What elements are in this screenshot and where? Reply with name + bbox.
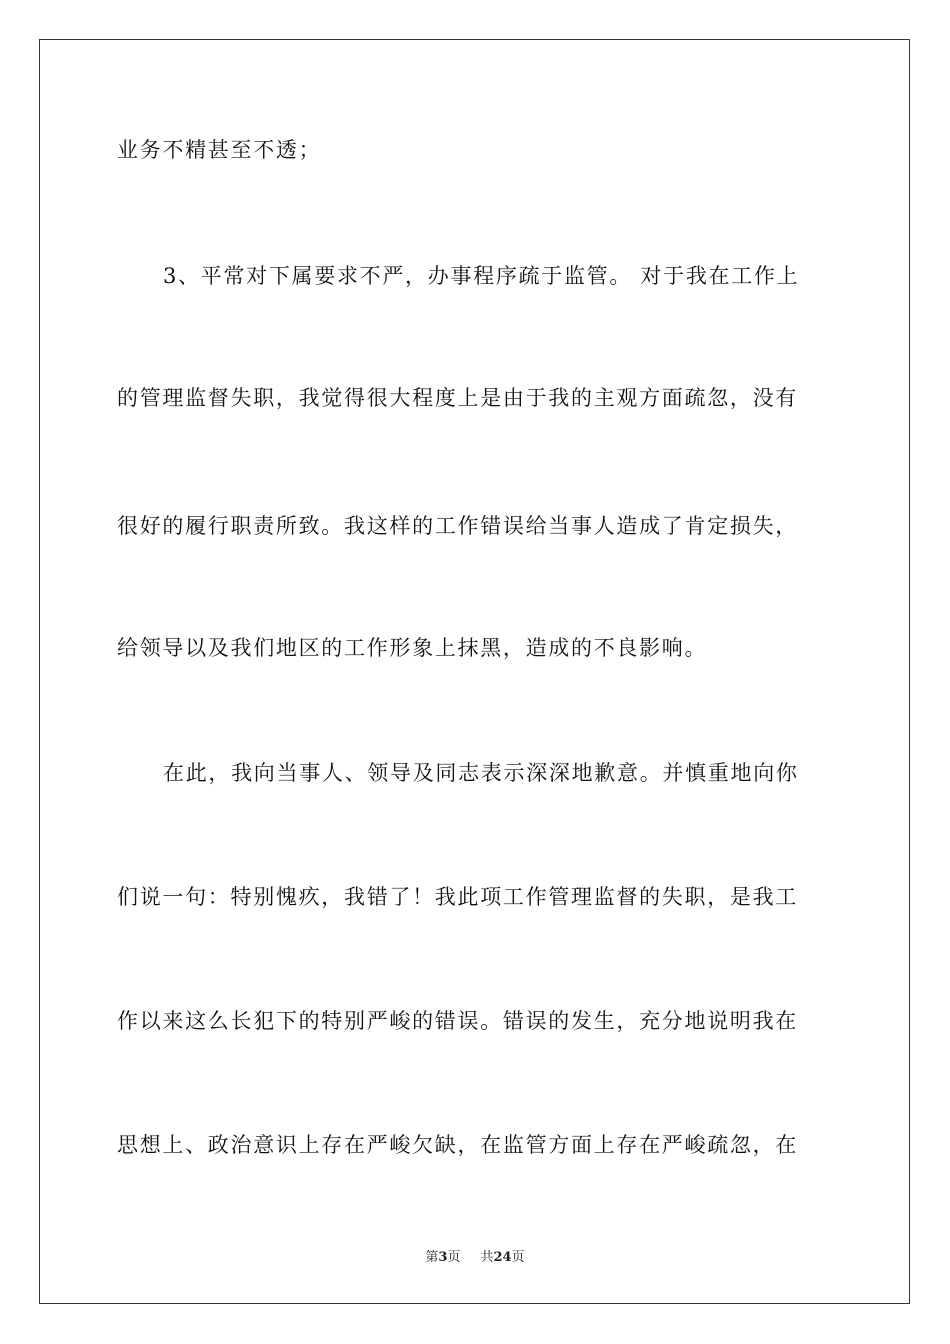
page-prefix: 第 <box>425 1250 439 1265</box>
text-line-2: 3、平常对下属要求不严，办事程序疏于监管。 对于我在工作上 <box>163 264 800 288</box>
page-frame <box>39 39 910 1304</box>
text-line-8: 作以来这么长犯下的特别严峻的错误。错误的发生，充分地说明我在 <box>117 1009 798 1033</box>
text-line-6: 在此，我向当事人、领导及同志表示深深地歉意。并慎重地向你 <box>163 761 799 785</box>
total-prefix: 共 <box>480 1250 494 1265</box>
total-pages: 24 <box>493 1250 512 1265</box>
page-suffix: 页 <box>447 1250 461 1265</box>
text-line-5: 给领导以及我们地区的工作形象上抹黑，造成的不良影响。 <box>117 636 708 660</box>
text-line-3: 的管理监督失职，我觉得很大程度上是由于我的主观方面疏忽，没有 <box>117 386 798 410</box>
total-suffix: 页 <box>511 1250 525 1265</box>
page-footer <box>0 1249 950 1267</box>
page-number: 3 <box>438 1250 448 1265</box>
text-line-4: 很好的履行职责所致。我这样的工作错误给当事人造成了肯定损失， <box>117 514 798 538</box>
text-line-7: 们说一句：特别愧疚，我错了！我此项工作管理监督的失职，是我工 <box>117 885 798 909</box>
text-line-9: 思想上、政治意识上存在严峻欠缺，在监管方面上存在严峻疏忽，在 <box>117 1133 798 1157</box>
text-line-1: 业务不精甚至不透； <box>117 138 322 162</box>
